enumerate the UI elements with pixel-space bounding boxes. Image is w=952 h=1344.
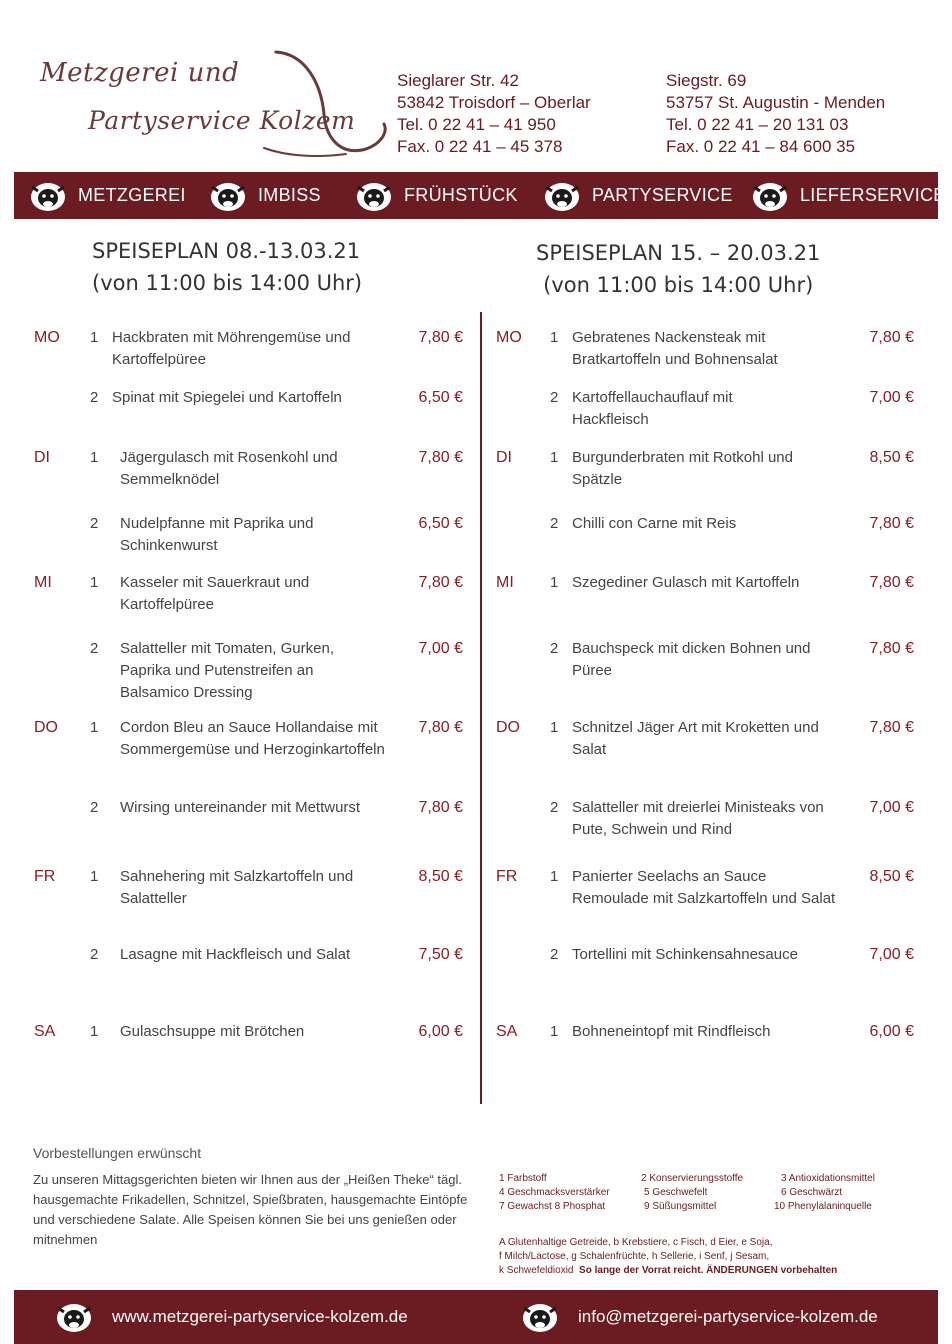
address-line: 53842 Troisdorf – Oberlar bbox=[397, 93, 591, 112]
additive: 5 Geschwefelt bbox=[644, 1187, 708, 1198]
menu-title-week1 bbox=[92, 235, 362, 299]
dish-price: 6,50 € bbox=[418, 389, 463, 406]
dish-name: Tortellini mit Schinkensahnesauce bbox=[572, 946, 798, 963]
menu-hours: (von 11:00 bis 14:00 Uhr) bbox=[92, 271, 363, 295]
dish-name: Salatteller mit Tomaten, Gurken, Paprika und Putenstreifen an Balsamico Dressing bbox=[120, 640, 334, 701]
allergens-line: A Glutenhaltige Getreide, b Krebstiere, c Fisch, d Eier, e Soja, bbox=[499, 1237, 773, 1248]
dish-name: Bohneneintopf mit Rindfleisch bbox=[572, 1023, 771, 1040]
day-label-sa: SA bbox=[34, 1023, 56, 1040]
dish-number: 2 bbox=[90, 640, 99, 657]
dish-number: 2 bbox=[550, 799, 559, 816]
day-label-di: DI bbox=[34, 449, 50, 466]
allergens-line bbox=[499, 1264, 919, 1278]
dish-name: Chilli con Carne mit Reis bbox=[572, 515, 737, 532]
additives-row bbox=[499, 1186, 919, 1200]
dish-price: 8,50 € bbox=[869, 449, 914, 466]
dish-number: 1 bbox=[90, 329, 99, 346]
cow-head-icon bbox=[354, 179, 394, 213]
dish-name: Sahnehering mit Salzkartoffeln und Salatteller bbox=[120, 868, 354, 907]
cow-head-icon bbox=[750, 179, 790, 213]
dish-number: 1 bbox=[90, 574, 99, 591]
hot-counter-info: Zu unseren Mittagsgerichten bieten wir Ihnen aus der „Heißen Theke“ tägl. hausgemachte Frikadellen, Schnitzel, Spießbraten, hausgemachte Eintöpfe und verschiedene Salate. Alle Speisen können Sie bei uns genießen oder mitnehmen bbox=[33, 1172, 468, 1247]
additive: 9 Süßungsmittel bbox=[644, 1201, 717, 1212]
menu-title: SPEISEPLAN 08.-13.03.21 bbox=[92, 239, 361, 263]
dish-price: 8,50 € bbox=[869, 868, 914, 885]
allergen-text: k Schwefeldioxid bbox=[499, 1265, 574, 1276]
day-label-do: DO bbox=[496, 719, 520, 736]
dish-price: 7,50 € bbox=[418, 946, 463, 963]
dish-price: 6,50 € bbox=[418, 515, 463, 532]
day-label-mo: MO bbox=[34, 329, 60, 346]
service-nav-band bbox=[14, 172, 946, 219]
additive: 3 Antioxidationsmittel bbox=[781, 1173, 875, 1184]
dish-number: 1 bbox=[90, 868, 99, 885]
day-label-mo: MO bbox=[496, 329, 522, 346]
dish-price: 7,80 € bbox=[869, 640, 914, 657]
additive: 2 Konservierungsstoffe bbox=[641, 1173, 744, 1184]
day-label-fr: FR bbox=[496, 868, 518, 885]
dish-price: 6,00 € bbox=[869, 1023, 914, 1040]
dish-name: Nudelpfanne mit Paprika und Schinkenwurst bbox=[120, 515, 314, 554]
dish-price: 8,50 € bbox=[418, 868, 463, 885]
fax-line: Fax. 0 22 41 – 45 378 bbox=[397, 137, 563, 156]
nav-item-partyservice bbox=[542, 172, 733, 219]
dish-name: Kartoffellauchauflauf mit Hackfleisch bbox=[572, 389, 733, 428]
menu-title: SPEISEPLAN 15. – 20.03.21 bbox=[536, 241, 821, 265]
email-item bbox=[520, 1290, 878, 1344]
dish-price: 7,80 € bbox=[418, 799, 463, 816]
additive: 7 Gewachst 8 Phosphat bbox=[499, 1201, 606, 1212]
day-label-fr: FR bbox=[34, 868, 56, 885]
dish-name: Kasseler mit Sauerkraut und Kartoffelpüree bbox=[120, 574, 310, 613]
stock-note: So lange der Vorrat reicht. ÄNDERUNGEN vorbehalten bbox=[579, 1265, 838, 1276]
website-link[interactable]: www.metzgerei-partyservice-kolzem.de bbox=[112, 1307, 408, 1326]
contact-band bbox=[14, 1290, 938, 1344]
day-label-di: DI bbox=[496, 449, 512, 466]
allergens-legend bbox=[499, 1236, 919, 1278]
nav-item-imbiss bbox=[208, 172, 321, 219]
logo bbox=[36, 40, 366, 170]
nav-label: LIEFERSERVICE bbox=[800, 185, 946, 205]
phone-line: Tel. 0 22 41 – 41 950 bbox=[397, 115, 556, 134]
dish-price: 7,80 € bbox=[869, 719, 914, 736]
dish-name: Jägergulasch mit Rosenkohl und Semmelknödel bbox=[120, 449, 338, 488]
dish-name: Burgunderbraten mit Rotkohl und Spätzle bbox=[572, 449, 793, 488]
nav-label: IMBISS bbox=[258, 185, 321, 205]
dish-price: 7,80 € bbox=[869, 329, 914, 346]
dish-number: 1 bbox=[90, 449, 99, 466]
dish-name: Schnitzel Jäger Art mit Kroketten und Salat bbox=[572, 719, 819, 758]
nav-label: METZGEREI bbox=[78, 185, 186, 205]
dish-number: 1 bbox=[550, 719, 559, 736]
address-st-augustin bbox=[666, 70, 885, 158]
dish-number: 2 bbox=[550, 389, 559, 406]
day-label-mi: MI bbox=[496, 574, 514, 591]
dish-number: 1 bbox=[90, 1023, 99, 1040]
dish-price: 7,00 € bbox=[869, 946, 914, 963]
dish-price: 7,80 € bbox=[418, 719, 463, 736]
day-label-sa: SA bbox=[496, 1023, 518, 1040]
cow-head-icon bbox=[54, 1300, 94, 1334]
cow-head-icon bbox=[542, 179, 582, 213]
dish-number: 1 bbox=[550, 868, 559, 885]
cow-head-icon bbox=[28, 179, 68, 213]
dish-price: 7,80 € bbox=[418, 574, 463, 591]
dish-number: 1 bbox=[550, 449, 559, 466]
dish-price: 6,00 € bbox=[418, 1023, 463, 1040]
dish-number: 1 bbox=[90, 719, 99, 736]
address-line: 53757 St. Augustin - Menden bbox=[666, 93, 886, 112]
dish-name: Wirsing untereinander mit Mettwurst bbox=[120, 799, 361, 816]
dish-number: 1 bbox=[550, 574, 559, 591]
menu-hours: (von 11:00 bis 14:00 Uhr) bbox=[543, 273, 814, 297]
dish-price: 7,80 € bbox=[869, 574, 914, 591]
nav-label: FRÜHSTÜCK bbox=[404, 185, 518, 205]
address-line: Siegstr. 69 bbox=[666, 71, 747, 90]
dish-number: 2 bbox=[90, 799, 99, 816]
address-line: Sieglarer Str. 42 bbox=[397, 71, 519, 90]
dish-name: Spinat mit Spiegelei und Kartoffeln bbox=[112, 389, 342, 406]
additives-row bbox=[499, 1200, 919, 1214]
preorder-note: Vorbestellungen erwünscht bbox=[33, 1145, 202, 1161]
cow-head-icon bbox=[520, 1300, 560, 1334]
dish-price: 7,80 € bbox=[869, 515, 914, 532]
dish-name: Panierter Seelachs an Sauce Remoulade mit Salzkartoffeln und Salat bbox=[572, 868, 836, 907]
dish-number: 2 bbox=[90, 515, 99, 532]
dish-price: 7,00 € bbox=[869, 389, 914, 406]
menu-title-week2 bbox=[536, 237, 820, 301]
logo-text-line1: Metzgerei und bbox=[40, 58, 240, 88]
logo-swash-icon bbox=[246, 44, 406, 164]
nav-item-fruehstueck bbox=[354, 172, 518, 219]
dish-name: Bauchspeck mit dicken Bohnen und Püree bbox=[572, 640, 811, 679]
dish-number: 2 bbox=[550, 515, 559, 532]
dish-name: Lasagne mit Hackfleisch und Salat bbox=[120, 946, 351, 963]
additive: 6 Geschwärzt bbox=[781, 1187, 843, 1198]
phone-line: Tel. 0 22 41 – 20 131 03 bbox=[666, 115, 849, 134]
additive: 1 Farbstoff bbox=[499, 1173, 547, 1184]
column-divider bbox=[480, 312, 482, 1104]
day-label-do: DO bbox=[34, 719, 58, 736]
additives-row bbox=[499, 1172, 919, 1186]
dish-name: Cordon Bleu an Sauce Hollandaise mit Sommergemüse und Herzoginkartoffeln bbox=[120, 719, 385, 758]
allergens-line: f Milch/Lactose, g Schalenfrüchte, h Sellerie, i Senf, j Sesam, bbox=[499, 1251, 770, 1262]
additive: 4 Geschmacksverstärker bbox=[499, 1187, 610, 1198]
cow-head-icon bbox=[208, 179, 248, 213]
email-link[interactable]: info@metzgerei-partyservice-kolzem.de bbox=[578, 1307, 878, 1326]
website-item bbox=[54, 1290, 408, 1344]
dish-name: Szegediner Gulasch mit Kartoffeln bbox=[572, 574, 800, 591]
nav-label: PARTYSERVICE bbox=[592, 185, 733, 205]
additive: 10 Phenylalaninquelle bbox=[774, 1201, 872, 1212]
dish-name: Salatteller mit dreierlei Ministeaks von Pute, Schwein und Rind bbox=[572, 799, 824, 838]
dish-number: 2 bbox=[550, 640, 559, 657]
address-troisdorf bbox=[397, 70, 591, 158]
dish-price: 7,00 € bbox=[869, 799, 914, 816]
dish-name: Hackbraten mit Möhrengemüse und Kartoffelpüree bbox=[112, 329, 351, 368]
dish-price: 7,80 € bbox=[418, 449, 463, 466]
dish-price: 7,00 € bbox=[418, 640, 463, 657]
dish-number: 1 bbox=[550, 1023, 559, 1040]
nav-item-lieferservice bbox=[750, 172, 946, 219]
additives-legend bbox=[499, 1172, 919, 1278]
dish-name: Gulaschsuppe mit Brötchen bbox=[120, 1023, 305, 1040]
nav-item-metzgerei bbox=[28, 172, 186, 219]
logo-text-line2: Partyservice Kolzem bbox=[88, 106, 356, 135]
day-label-mi: MI bbox=[34, 574, 52, 591]
dish-name: Gebratenes Nackensteak mit Bratkartoffeln und Bohnensalat bbox=[572, 329, 778, 368]
dish-number: 2 bbox=[90, 389, 99, 406]
fax-line: Fax. 0 22 41 – 84 600 35 bbox=[666, 137, 856, 156]
dish-number: 2 bbox=[90, 946, 99, 963]
dish-number: 2 bbox=[550, 946, 559, 963]
dish-price: 7,80 € bbox=[418, 329, 463, 346]
dish-number: 1 bbox=[550, 329, 559, 346]
